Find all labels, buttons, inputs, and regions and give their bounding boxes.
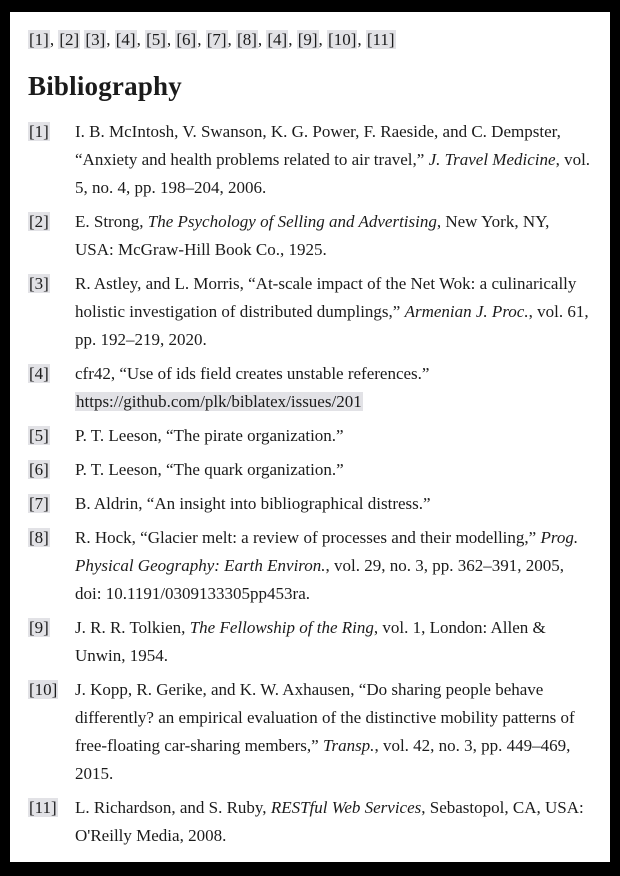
- citation-ref-4[interactable]: [4]: [115, 30, 136, 49]
- entry-text-segment: , New York, NY, USA: McGraw-Hill Book Co., 1925.: [75, 212, 550, 259]
- entry-italic-title: Transp.: [322, 736, 375, 755]
- entry-text-segment: , vol. 42, no. 3, pp. 449–469, 2015.: [75, 736, 571, 783]
- entry-label-text: [5]: [29, 426, 49, 445]
- citation-line: [1], [2] [3], [4], [5], [6], [7], [8], [4], [9], [10], [11]: [29, 30, 395, 49]
- entry-text-segment: B. Aldrin, “An insight into bibliographical distress.”: [75, 494, 431, 513]
- bibliography-entry: [28, 422, 592, 450]
- entry-text-segment: R. Astley, and L. Morris, “At-scale impact of the Net Wok: a culinarically holistic investigation of distributed dumplings,”: [75, 274, 577, 321]
- bibliography-entry: [28, 456, 592, 484]
- bibliography-entry: [28, 676, 592, 788]
- entry-text: [75, 794, 592, 850]
- entry-text-segment: R. Hock, “Glacier melt: a review of processes and their modelling,”: [75, 528, 541, 547]
- entry-italic-title: Armenian J. Proc.: [404, 302, 529, 321]
- entry-text: [75, 118, 592, 202]
- bibliography-entry: [28, 208, 592, 264]
- entry-text: [75, 456, 592, 484]
- entry-text-segment: L. Richardson, and S. Ruby,: [75, 798, 271, 817]
- entry-label-5[interactable]: [28, 422, 75, 450]
- entry-text-segment: , vol. 1, London: Allen & Unwin, 1954.: [75, 618, 546, 665]
- citation-ref-7[interactable]: [7]: [206, 30, 227, 49]
- entry-label-3[interactable]: [28, 270, 75, 354]
- entry-label-text: [6]: [29, 460, 49, 479]
- entry-text-segment: , vol. 61, pp. 192–219, 2020.: [75, 302, 589, 349]
- citation-ref-8[interactable]: [8]: [237, 30, 257, 49]
- citation-ref-11[interactable]: [11]: [366, 30, 395, 49]
- entry-italic-title: RESTful Web Services: [270, 798, 422, 817]
- bibliography-list: [28, 118, 592, 850]
- bibliography-entry: [28, 270, 592, 354]
- citation-ref-3[interactable]: [3]: [85, 30, 106, 49]
- entry-label-6[interactable]: [28, 456, 75, 484]
- bibliography-entry: [28, 524, 592, 608]
- entry-text: [75, 208, 592, 264]
- entry-text-segment: , Sebastopol, CA, USA: O'Reilly Media, 2008.: [75, 798, 584, 845]
- entry-text: [75, 270, 592, 354]
- entry-label-text: [7]: [29, 494, 49, 513]
- citation-ref-2[interactable]: [2]: [59, 30, 80, 49]
- document-page: [10, 12, 610, 862]
- entry-label-10[interactable]: [28, 676, 75, 788]
- entry-label-8[interactable]: [28, 524, 75, 608]
- citation-ref-10[interactable]: [10]: [328, 30, 357, 49]
- citation-ref-4[interactable]: [4]: [267, 30, 288, 49]
- entry-text-segment: , vol. 5, no. 4, pp. 198–204, 2006.: [75, 150, 591, 197]
- entry-text: [75, 676, 592, 788]
- bibliography-entry: [28, 490, 592, 518]
- bibliography-entry: [28, 118, 592, 202]
- entry-text-segment: P. T. Leeson, “The quark organization.”: [75, 460, 344, 479]
- citation-ref-6[interactable]: [6]: [176, 30, 197, 49]
- entry-label-text: [8]: [29, 528, 49, 547]
- entry-label-2[interactable]: [28, 208, 75, 264]
- entry-label-4[interactable]: [28, 360, 75, 416]
- entry-italic-title: The Fellowship of the Ring: [189, 618, 374, 637]
- entry-text-segment: I. B. McIntosh, V. Swanson, K. G. Power, F. Raeside, and C. Dempster, “Anxiety and health problems related to air travel,”: [75, 122, 561, 169]
- citation-ref-5[interactable]: [5]: [146, 30, 166, 49]
- entry-italic-title: J. Travel Medicine: [428, 150, 556, 169]
- entry-label-11[interactable]: [28, 794, 75, 850]
- entry-text-segment: J. R. R. Tolkien,: [75, 618, 190, 637]
- citation-ref-9[interactable]: [9]: [297, 30, 318, 49]
- entry-text-segment: P. T. Leeson, “The pirate organization.”: [75, 426, 344, 445]
- entry-label-text: [4]: [29, 364, 49, 383]
- page-title: Bibliography: [28, 71, 182, 101]
- entry-text-segment: cfr42, “Use of ids field creates unstable references.”: [75, 364, 430, 383]
- entry-label-text: [11]: [29, 798, 57, 817]
- entry-text-segment: J. Kopp, R. Gerike, and K. W. Axhausen, “Do sharing people behave differently? an empirical evaluation of the distinctive mobility patterns of free-floating car-sharing members,”: [75, 680, 575, 755]
- entry-label-text: [10]: [29, 680, 58, 699]
- entry-text: [75, 524, 592, 608]
- entry-label-text: [1]: [29, 122, 49, 141]
- entry-text: [75, 614, 592, 670]
- entry-italic-title: The Psychology of Selling and Advertising: [147, 212, 437, 231]
- entry-italic-title: Prog. Physical Geography: Earth Environ.: [75, 528, 579, 575]
- entry-label-1[interactable]: [28, 118, 75, 202]
- entry-text-segment: , vol. 29, no. 3, pp. 362–391, 2005, doi: 10.1191/0309133305pp453ra.: [75, 556, 565, 603]
- entry-label-text: [3]: [29, 274, 49, 293]
- citation-ref-1[interactable]: [1]: [29, 30, 49, 49]
- entry-label-9[interactable]: [28, 614, 75, 670]
- bibliography-entry: [28, 794, 592, 850]
- entry-label-text: [9]: [29, 618, 49, 637]
- bibliography-entry: [28, 614, 592, 670]
- entry-label-7[interactable]: [28, 490, 75, 518]
- reference-url-link[interactable]: https://github.com/plk/biblatex/issues/201: [76, 392, 362, 411]
- entry-text: [75, 490, 592, 518]
- entry-text-segment: E. Strong,: [75, 212, 148, 231]
- entry-label-text: [2]: [29, 212, 49, 231]
- entry-text: [75, 360, 592, 416]
- bibliography-entry: [28, 360, 592, 416]
- entry-text: [75, 422, 592, 450]
